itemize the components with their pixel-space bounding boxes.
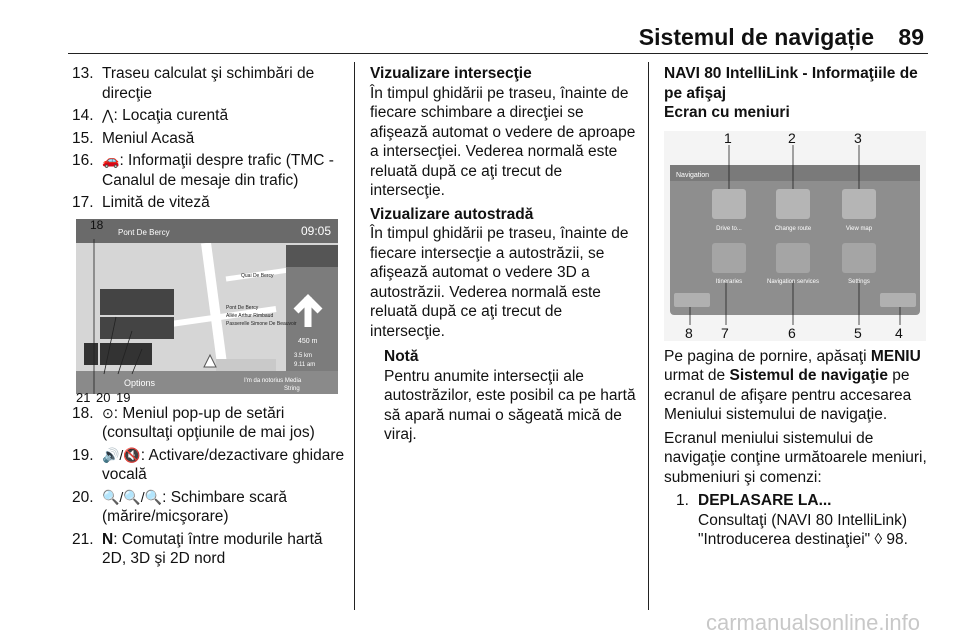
traffic-icon: 🚗	[102, 152, 120, 168]
column-divider-2	[648, 62, 649, 610]
paragraph: Pe pagina de pornire, apăsaţi MENIU urmat de Sistemul de navigaţie pe ecranul de afişare pentru accesarea Meniului sistemului de navigaţie.	[664, 347, 921, 423]
settings-popup-icon: ⊙	[102, 404, 114, 421]
svg-text:I'm da notorius Media: I'm da notorius Media	[244, 377, 302, 384]
callout-6: 6	[788, 324, 796, 341]
callout-19: 19	[116, 389, 131, 405]
callout-21: 21	[76, 389, 91, 405]
callout-3: 3	[854, 130, 862, 146]
callout-7: 7	[721, 324, 729, 341]
column-1	[72, 64, 350, 572]
paragraph: Ecranul meniului sistemului de navigaţie conţine următoarele meniuri, submeniuri şi comenzi:	[664, 429, 927, 486]
map-top-label: Pont De Bercy	[118, 227, 170, 237]
map-options-button: Options	[124, 377, 156, 388]
list-item: 20. 🔍/🔍/🔍: Schimbare scară (mărire/micşorare)	[72, 488, 287, 525]
page-title: Sistemul de navigație	[638, 24, 874, 50]
note-title: Notă	[384, 348, 419, 365]
column-2	[370, 64, 636, 448]
section-heading: Vizualizare intersecţie	[370, 65, 532, 82]
page-number: 89	[898, 24, 924, 50]
svg-text:Drive to...: Drive to...	[716, 225, 742, 232]
list-item: 21. N: Comutaţi între modurile hartă 2D, 3D şi 2D nord	[72, 530, 323, 567]
svg-text:View map: View map	[845, 225, 873, 232]
callout-8: 8	[685, 324, 693, 341]
svg-text:Navigation services: Navigation services	[766, 278, 820, 285]
callout-18: 18	[90, 218, 104, 232]
callout-1: 1	[724, 130, 732, 146]
callout-4: 4	[895, 324, 903, 341]
svg-text:Itineraries: Itineraries	[715, 278, 743, 285]
list-item: 14. ⋀: Locaţia curentă	[72, 107, 229, 124]
svg-text:3.5 km: 3.5 km	[294, 352, 313, 359]
menu-title: Navigation	[676, 171, 710, 179]
section-heading: Vizualizare autostradă	[370, 205, 534, 223]
note-box	[370, 347, 636, 445]
list-item: 15. Meniul Acasă	[72, 129, 195, 147]
zoom-icon: 🔍/🔍/🔍	[102, 488, 163, 505]
watermark: carmanualsonline.info	[705, 610, 920, 635]
svg-text:9.11 am: 9.11 am	[294, 361, 316, 368]
paragraph: În timpul ghidării pe traseu, înainte de fiecare intersecţie a autostrăzii, se afişează automat o vedere 3D a autostrăzii. Vederea normală este reluată după ce aţi trecut de intersecţie.	[370, 225, 629, 340]
voice-guidance-icon: 🔊/🔇	[102, 446, 141, 463]
item-title: DEPLASARE LA...	[698, 492, 832, 509]
column-3	[664, 64, 930, 553]
svg-text:450 m: 450 m	[298, 337, 318, 345]
list-item: 18. ⊙: Meniul pop-up de setări (consultaţi opţiunile de mai jos)	[72, 404, 315, 441]
callout-2: 2	[788, 130, 796, 146]
svg-text:String: String	[284, 385, 300, 392]
list-item: 13. Traseu calculat şi schimbări de direcţie	[72, 65, 315, 102]
svg-text:Allée Arthur Rimbaud: Allée Arthur Rimbaud	[226, 312, 274, 319]
menu-screenshot	[664, 131, 926, 341]
header-rule	[68, 53, 928, 54]
svg-text:Change route: Change route	[774, 225, 812, 232]
svg-text:Pont De Bercy: Pont De Bercy	[226, 304, 259, 311]
list-item: 1. DEPLASARE LA... Consultaţi (NAVI 80 IntelliLink) "Introducerea destinaţiei" ◊ 98.	[676, 492, 908, 548]
svg-text:Quai De Bercy: Quai De Bercy	[241, 272, 274, 279]
column-divider-1	[354, 62, 355, 610]
section-subheading: Ecran cu meniuri	[664, 104, 790, 121]
list-item: 19. 🔊/🔇: Activare/dezactivare ghidare vocală	[72, 446, 345, 483]
callout-20: 20	[96, 389, 111, 405]
item-text: Consultaţi (NAVI 80 IntelliLink) "Introducerea destinaţiei" ◊ 98.	[698, 511, 908, 548]
section-heading: NAVI 80 IntelliLink - Informaţiile de pe afişaj	[664, 65, 918, 102]
svg-text:Passerelle Simone De Beauvoir: Passerelle Simone De Beauvoir	[226, 320, 297, 327]
svg-text:Settings: Settings	[848, 278, 870, 285]
current-location-icon: ⋀	[102, 107, 114, 123]
list-item: 16. 🚗: Informaţii despre trafic (TMC - Canalul de mesaje din trafic)	[72, 152, 334, 189]
list-item: 17. Limită de viteză	[72, 194, 210, 211]
paragraph: În timpul ghidării pe traseu, înainte de fiecare schimbare a direcţiei se afişează automat o vedere de aproape a intersecţiei. Vederea normală este reluată după ce aţi trecut de intersecţie.	[370, 84, 636, 199]
map-time: 09:05	[301, 223, 332, 238]
page-header	[0, 0, 960, 58]
callout-5: 5	[854, 324, 862, 341]
map-screenshot	[76, 219, 338, 394]
note-text: Pentru anumite intersecţii ale autostrăzilor, este posibil ca pe hartă să apară numai o săgeată mică de viraj.	[384, 367, 636, 443]
